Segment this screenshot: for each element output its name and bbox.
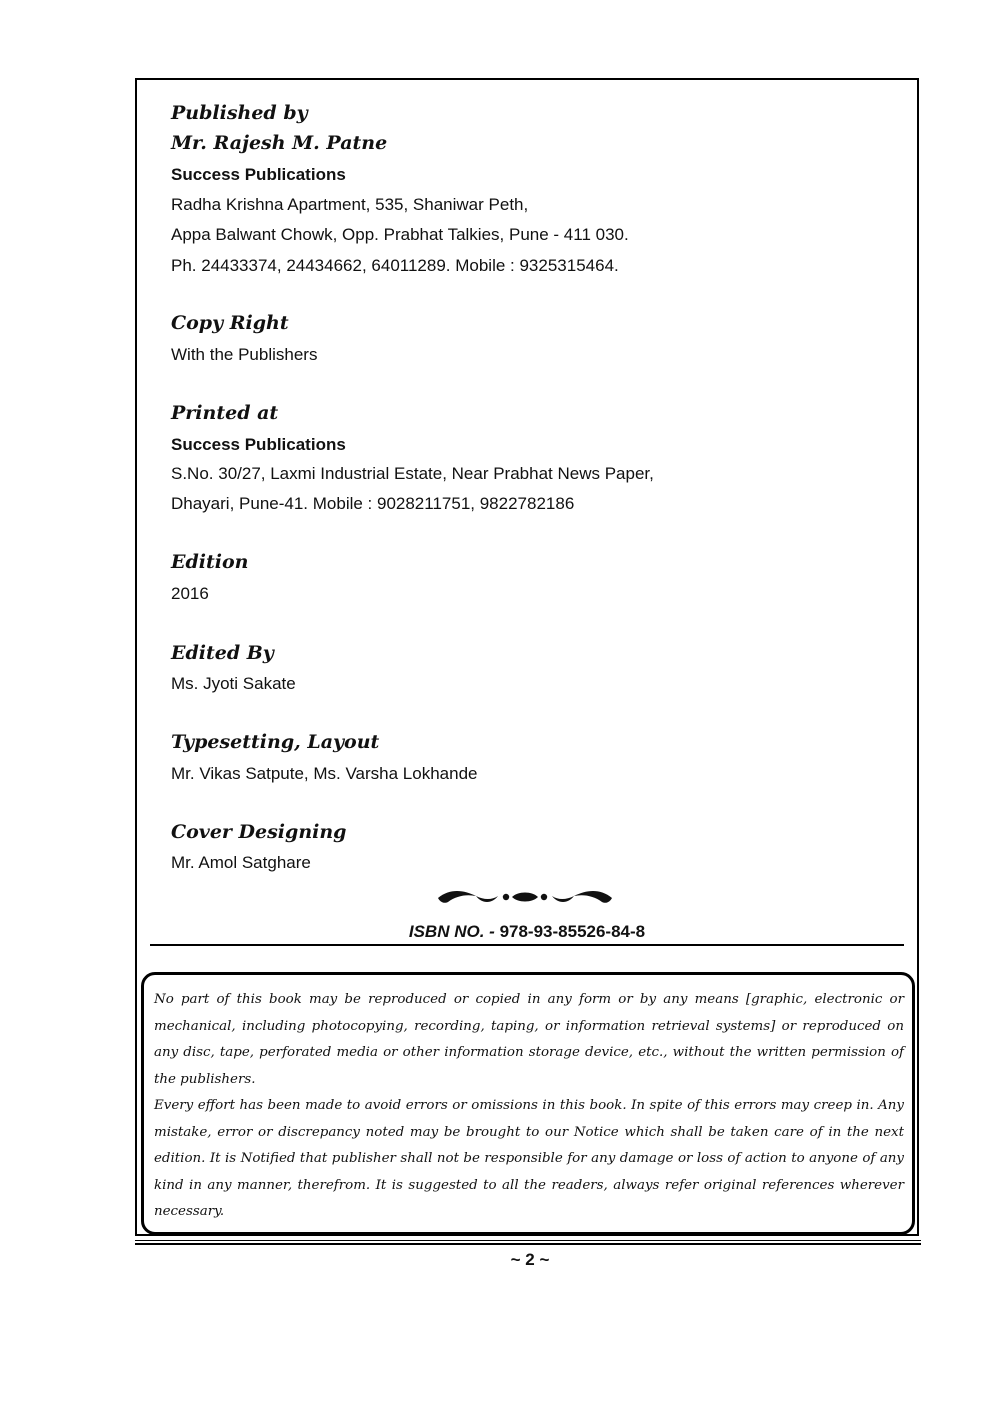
copyright-text: With the Publishers	[171, 345, 318, 364]
isbn-number: 978-93-85526-84-8	[499, 922, 646, 941]
printer-address-line1: S.No. 30/27, Laxmi Industrial Estate, Near Prabhat News Paper,	[171, 464, 654, 483]
copyright-notice-box	[141, 972, 915, 1235]
isbn-line	[150, 922, 904, 942]
typesetting-text: Mr. Vikas Satpute, Ms. Varsha Lokhande	[171, 764, 478, 783]
printer-company: Success Publications	[171, 435, 346, 454]
copyright-heading: Copy Right	[171, 312, 289, 334]
publisher-company: Success Publications	[171, 165, 346, 184]
publisher-address-line1: Radha Krishna Apartment, 535, Shaniwar Peth,	[171, 195, 529, 214]
footer-rule-thin	[135, 1240, 921, 1241]
cover-designing-heading: Cover Designing	[171, 821, 347, 843]
typesetting-heading: Typesetting, Layout	[171, 731, 380, 753]
published-by-heading: Published by	[171, 102, 308, 124]
edited-by-heading: Edited By	[171, 642, 274, 664]
edited-by-text: Ms. Jyoti Sakate	[171, 674, 296, 693]
printer-address-line2: Dhayari, Pune-41. Mobile : 9028211751, 9822782186	[171, 494, 575, 513]
footer-rule-thick	[135, 1243, 921, 1245]
isbn-divider	[150, 944, 904, 946]
notice-paragraph-reproduction: No part of this book may be reproduced or copied in any form or by any means [graphic, electronic or mechanical, including photocopying, recording, taping, or information retrieval systems] or reproduced on any disc, tape, perforated media or other information storage device, etc., without the written permission of the publishers.	[154, 992, 904, 1087]
ornament-divider-icon	[436, 886, 614, 908]
publisher-address-line2: Appa Balwant Chowk, Opp. Prabhat Talkies, Pune - 411 030.	[171, 225, 629, 244]
edition-heading: Edition	[171, 551, 249, 573]
page-number: ~ 2 ~	[510, 1250, 550, 1269]
isbn-label: ISBN NO. -	[408, 922, 495, 941]
printed-at-heading: Printed at	[171, 402, 279, 424]
cover-designing-text: Mr. Amol Satghare	[171, 853, 311, 872]
publisher-name: Mr. Rajesh M. Patne	[171, 132, 388, 154]
publisher-phones: Ph. 24433374, 24434662, 64011289. Mobile : 9325315464.	[171, 256, 619, 275]
notice-paragraph-errors: Every effort has been made to avoid errors or omissions in this book. In spite of this errors may creep in. Any mistake, error or discrepancy noted may be brought to our Notice which shall be taken care of in the next edition. It is Notified that publisher shall not be responsible for any damage or loss of action to anyone of any kind in any manner, therefrom. It is suggested to all the readers, always refer original references wherever necessary.	[154, 1098, 904, 1219]
edition-text: 2016	[171, 584, 209, 603]
